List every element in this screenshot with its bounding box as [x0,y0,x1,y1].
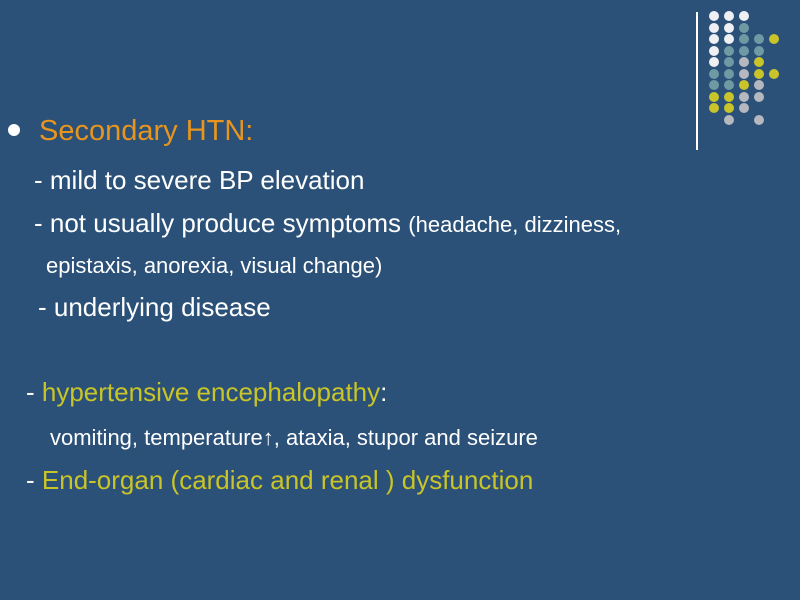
encephalopathy-term: hypertensive encephalopathy [41,377,381,407]
decorative-dot [709,11,719,21]
decorative-dot [709,57,719,67]
decorative-dot [769,34,779,44]
decorative-dot [709,34,719,44]
bullet-line-encephalopathy [26,377,387,408]
end-organ-term: End-organ (cardiac and renal ) dysfunction [41,465,534,495]
decorative-dot [754,115,764,125]
symptoms-parenthetical: (headache, dizziness, [408,212,622,237]
decorative-dot [724,11,734,21]
symptoms-continuation: epistaxis, anorexia, visual change) [46,253,383,278]
decorative-dot [709,80,719,90]
end-organ-dash: - [26,465,42,495]
decorative-dot [754,92,764,102]
decorative-dot [754,80,764,90]
bullet-line-end-organ [26,465,533,496]
decorative-dot [754,69,764,79]
decorative-dot [739,23,749,33]
decorative-dot [739,11,749,21]
decorative-dot [739,80,749,90]
decorative-vertical-line [696,12,698,150]
bullet-line-bp-elevation: - mild to severe BP elevation [34,165,365,195]
decorative-dot [724,69,734,79]
decorative-dot [739,103,749,113]
decorative-dot [724,103,734,113]
decorative-dot [709,103,719,113]
decorative-dot [724,34,734,44]
encephalopathy-colon: : [380,377,388,407]
bullet-line-symptoms [34,208,621,239]
decorative-dot [709,23,719,33]
decorative-dot [724,80,734,90]
decorative-dot [739,57,749,67]
decorative-dot [709,46,719,56]
decorative-dot [739,92,749,102]
decorative-dot [724,57,734,67]
decorative-dot [724,23,734,33]
symptoms-main-text: - not usually produce symptoms [34,208,409,238]
bullet-line-underlying-disease: - underlying disease [38,292,271,322]
decorative-dot [724,92,734,102]
decorative-dot [754,46,764,56]
decorative-dot [724,115,734,125]
decorative-dot [769,69,779,79]
decorative-dot [739,69,749,79]
decorative-dot [754,34,764,44]
decorative-dot-grid [709,11,789,131]
decorative-dot [709,69,719,79]
decorative-dot [754,57,764,67]
decorative-dot [709,92,719,102]
decorative-dot [739,34,749,44]
encephalopathy-dash: - [26,377,42,407]
decorative-dot [724,46,734,56]
slide-title: Secondary HTN: [39,115,254,147]
bullet-icon [8,124,20,136]
decorative-dot [739,46,749,56]
encephalopathy-symptoms: vomiting, temperature↑, ataxia, stupor and seizure [50,425,538,450]
